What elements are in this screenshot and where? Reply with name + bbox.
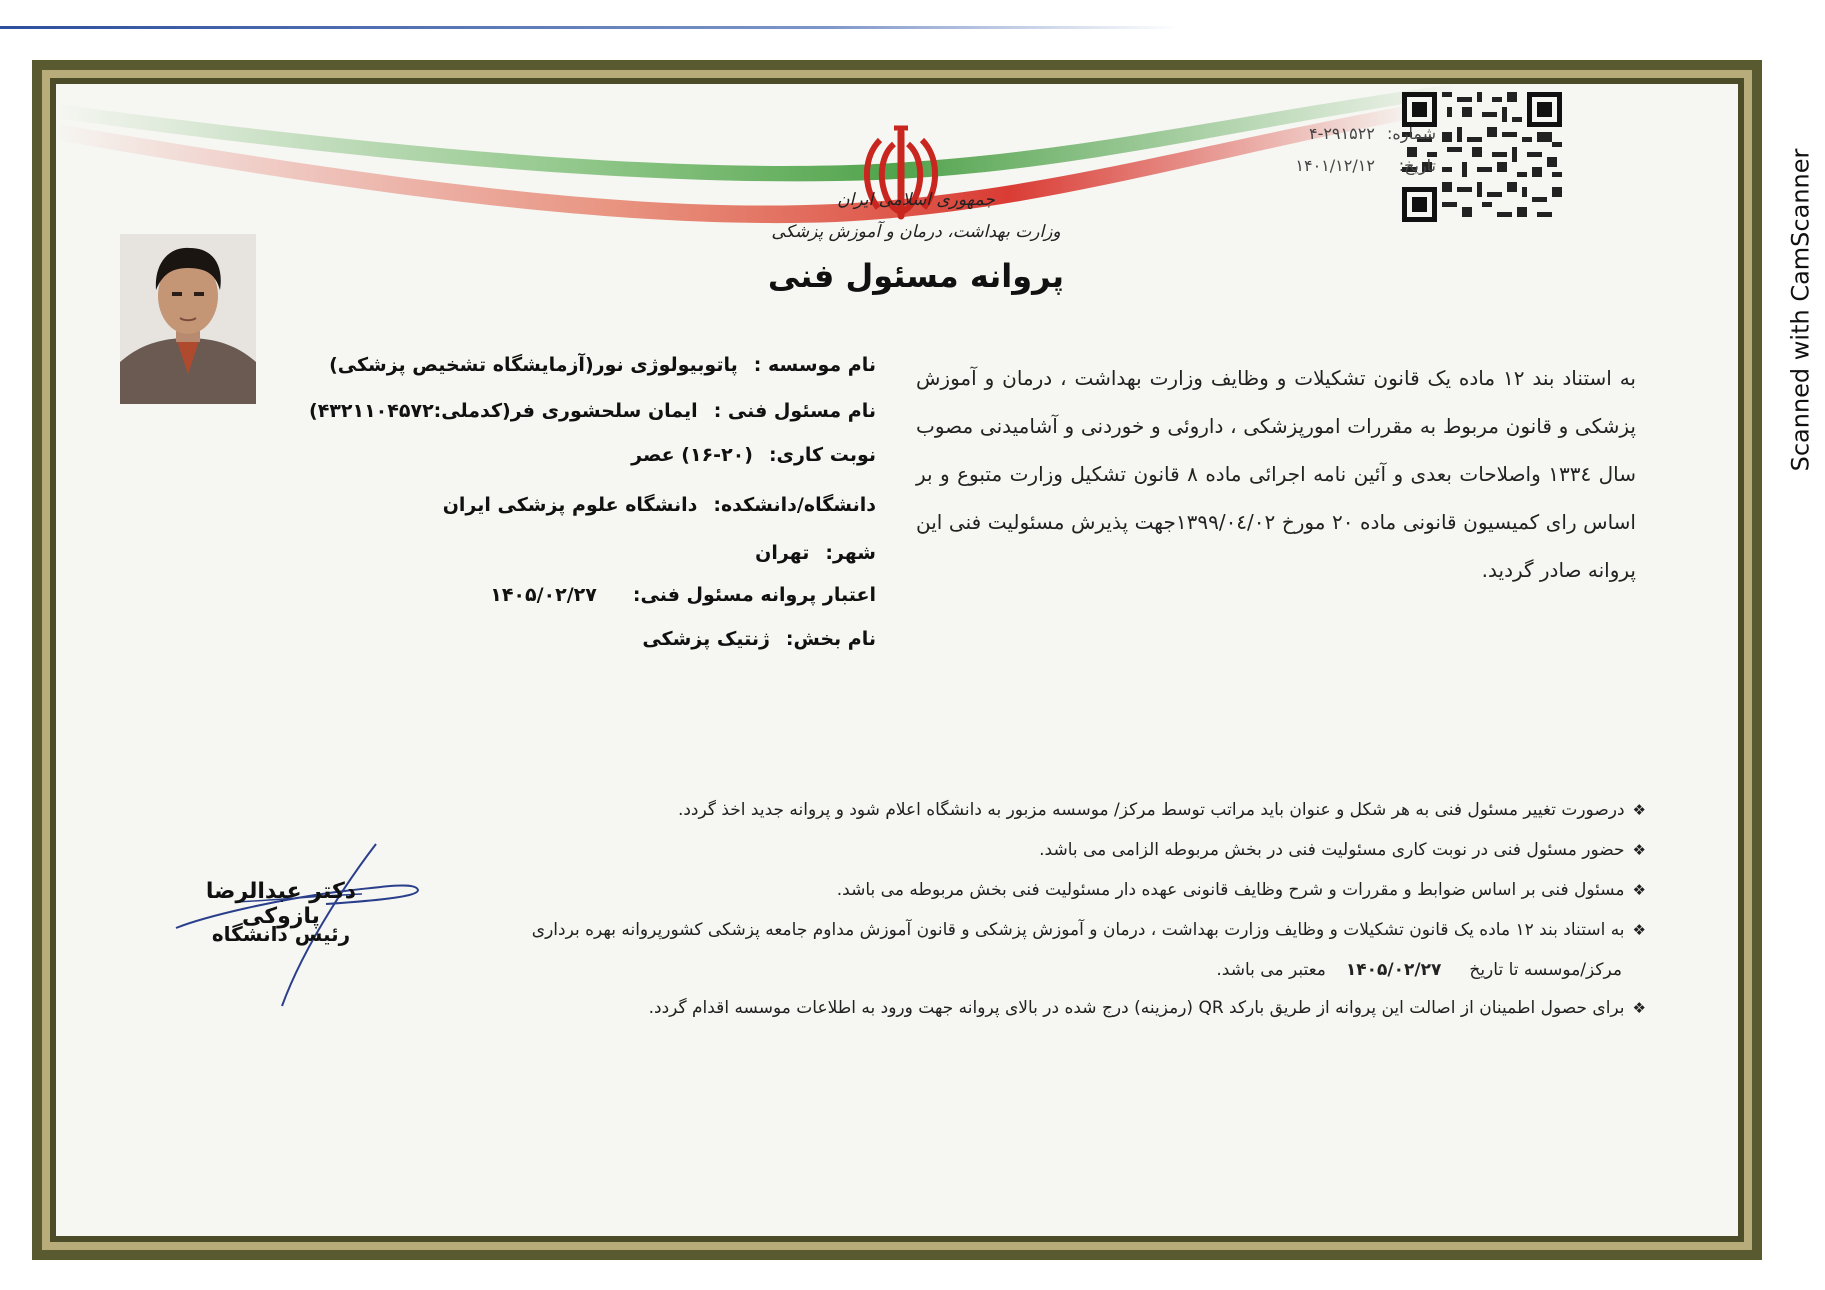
bullet-icon: ❖	[1632, 841, 1646, 859]
certificate-number: شماره: ۴-۲۹۱۵۲۲	[1308, 124, 1436, 143]
field-university: دانشگاه/دانشکده:دانشگاه علوم پزشکی ایران	[442, 494, 876, 516]
bullet-icon: ❖	[1632, 801, 1646, 819]
condition-item: ❖درصورت تغییر مسئول فنی به هر شکل و عنوان باید مراتب توسط مرکز/ موسسه مزبور به دانشگاه اعلام شود و پروانه جدید اخذ گردد.	[677, 800, 1646, 820]
field-department: نام بخش:ژنتیک پزشکی	[642, 628, 876, 650]
condition-item-continuation: مرکز/موسسه تا تاریخ۱۴۰۵/۰۲/۲۷معتبر می باشد.	[1216, 960, 1622, 980]
condition-item: ❖حضور مسئول فنی در نوبت کاری مسئولیت فنی در بخش مربوطه الزامی می باشد.	[1039, 840, 1646, 860]
certificate-paper	[56, 84, 1738, 1236]
field-technical-manager: نام مسئول فنی :ایمان سلحشوری فر(کدملی:۴۳۲۱۱۰۴۵۷۲)	[309, 400, 876, 422]
document-title: پروانه مسئول فنی	[767, 257, 1065, 295]
field-institution: نام موسسه :پاتوبیولوژی نور(آزمایشگاه تشخیص پزشکی)	[329, 354, 876, 376]
scanner-watermark: Scanned with CamScanner	[1786, 148, 1814, 472]
signer-title: رئیس دانشگاه	[211, 922, 351, 946]
holder-photo	[120, 234, 256, 404]
field-work-shift: نوبت کاری:(۲۰-۱۶) عصر	[631, 444, 876, 466]
field-city: شهر:تهران	[755, 542, 876, 564]
bullet-icon: ❖	[1632, 881, 1646, 899]
field-license-validity: اعتبار پروانه مسئول فنی:۱۴۰۵/۰۲/۲۷	[490, 584, 876, 606]
certificate-date: تاریخ: ۱۴۰۱/۱۲/۱۲	[1295, 156, 1436, 175]
republic-name: جمهوری اسلامی ایران	[837, 190, 995, 210]
condition-item: ❖برای حصول اطمینان از اصالت این پروانه از طریق بارکد QR (رمزینه) درج شده در بالای پروانه جهت ورود به اطلاعات موسسه اقدام گردد.	[648, 998, 1646, 1018]
signer-name: دکتر عبدالرضا پازوکی	[205, 879, 357, 929]
bullet-icon: ❖	[1632, 999, 1646, 1017]
condition-item: ❖مسئول فنی بر اساس ضوابط و مقررات و شرح وظایف قانونی عهده دار مسئولیت فنی بخش مربوطه می باشد.	[836, 880, 1646, 900]
condition-item: ❖به استناد بند ۱۲ ماده یک قانون تشکیلات و وظایف وزارت بهداشت ، درمان و آموزش پزشکی و قانون آموزش مداوم جامعه پزشکی کشورپروانه بهره برداری	[531, 920, 1646, 940]
ministry-name: وزارت بهداشت، درمان و آموزش پزشکی	[771, 222, 1061, 242]
bullet-icon: ❖	[1632, 921, 1646, 939]
scan-top-line	[0, 26, 1180, 29]
legal-basis-paragraph: به استناد بند ۱۲ ماده یک قانون تشکیلات و وظایف وزارت بهداشت ، درمان و آموزش پزشکی و قانون مربوط به مقررات امورپزشکی ، داروئی و خوردنی و آشامیدنی مصوب سال ۱۳۳٤ واصلاحات بعدی و آئین نامه اجرائی ماده ۸ قانون تشکیل وزارت متبوع و بر اساس رای کمیسیون قانونی ماده ۲۰ مورخ ۱۳۹۹/۰٤/۰۲جهت پذیرش مسئولیت فنی این پروانه صادر گردید.	[916, 366, 1637, 582]
